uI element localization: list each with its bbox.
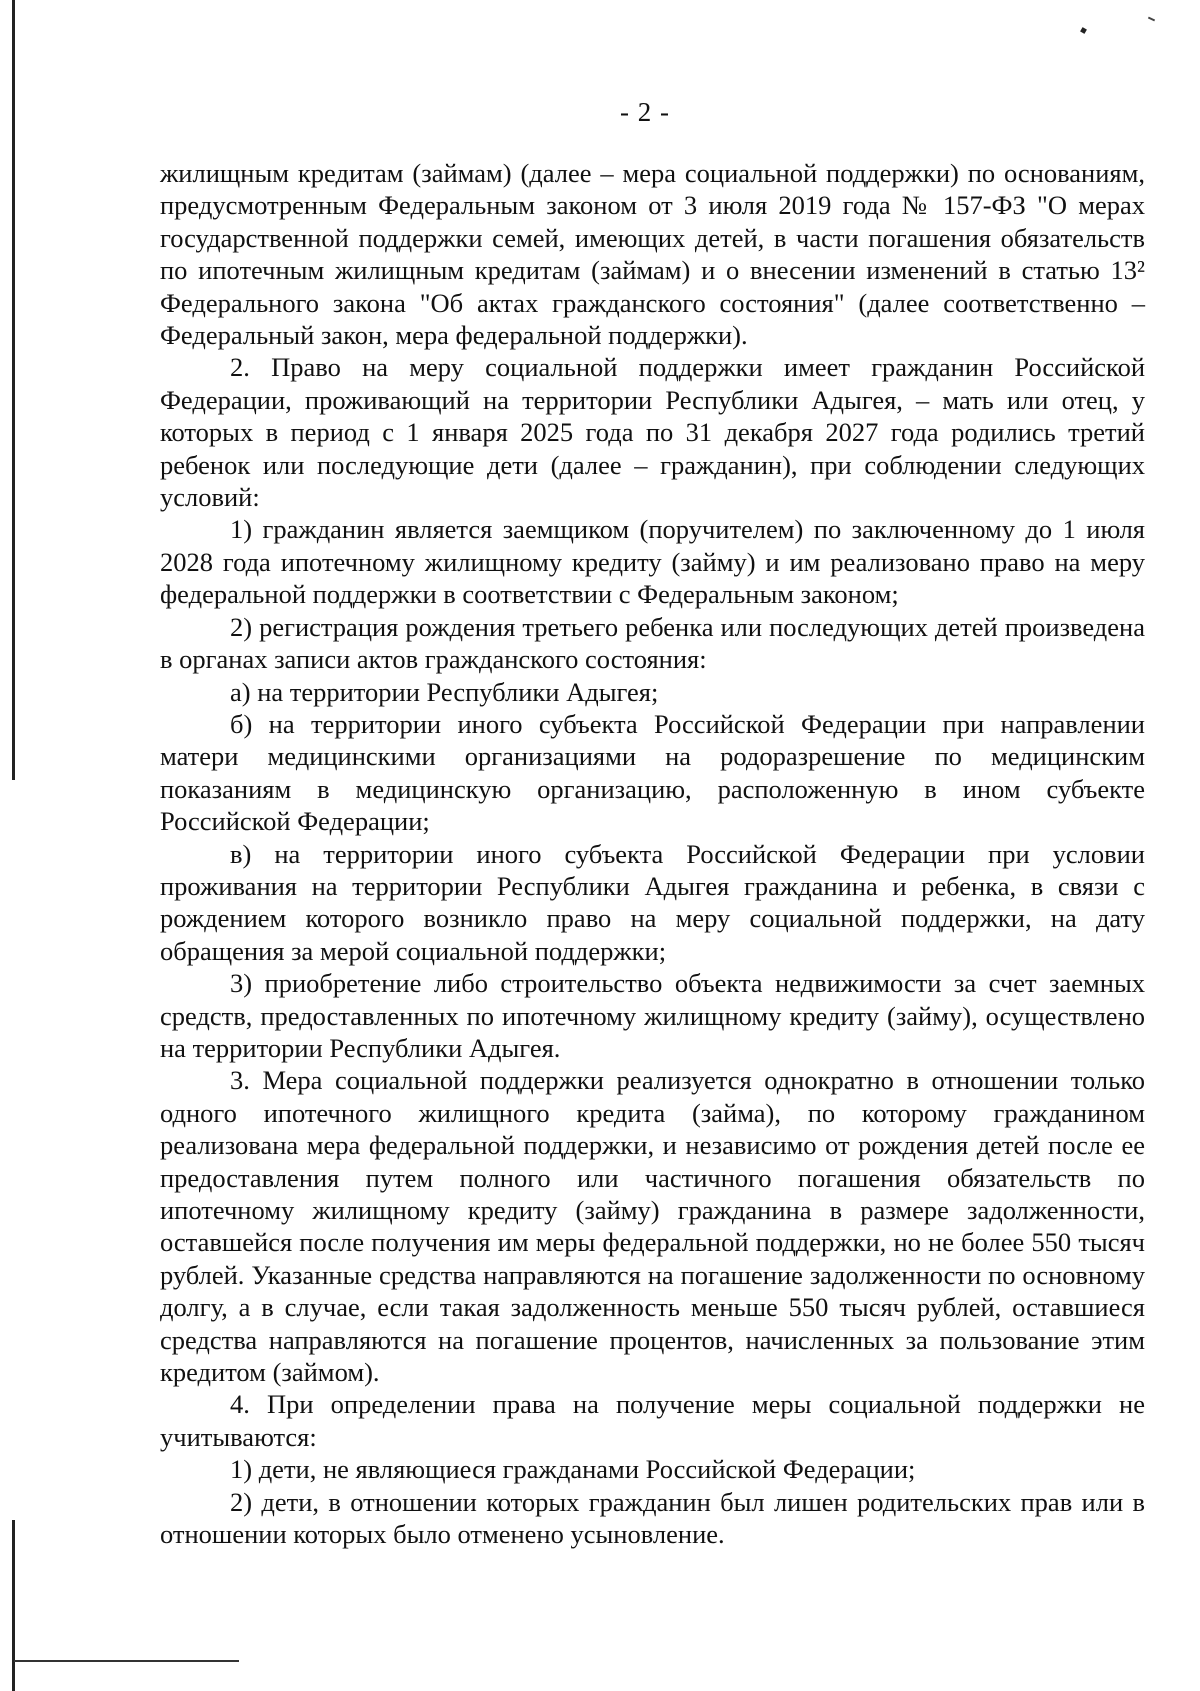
- paragraph: 2. Право на меру социальной поддержки имеет гражданин Российской Федерации, проживающий на территории Республики Адыгея, – мать или отец, у которых в период с 1 января 2025 года по 31 декабря 2027 года родились третий ребенок или последующие дети (далее – гражданин), при соблюдении следующих условий:: [160, 352, 1145, 513]
- paragraph: 4. При определении права на получение меры социальной поддержки не учитываются:: [160, 1389, 1145, 1452]
- paragraph: а) на территории Республики Адыгея;: [230, 676, 659, 707]
- paragraph: 1) дети, не являющиеся гражданами Российской Федерации;: [230, 1454, 916, 1485]
- paragraph: 2) регистрация рождения третьего ребенка или последующих детей произведена в органах записи актов гражданского состояния:: [160, 611, 1145, 675]
- page-number: - 2 -: [620, 97, 670, 127]
- scan-speck: [1080, 27, 1087, 34]
- scan-edge-line-lower: [12, 1520, 15, 1691]
- paragraph: 1) гражданин является заемщиком (поручителем) по заключенному до 1 июля 2028 года ипотечному жилищному кредиту (займу) и им реализовано право на меру федеральной поддержки в соответствии с Федеральным законом;: [160, 514, 1145, 610]
- paragraph: 2) дети, в отношении которых гражданин был лишен родительских прав или в отношении которых было отменено усыновление.: [160, 1486, 1145, 1550]
- paragraph: 3. Мера социальной поддержки реализуется однократно в отношении только одного ипотечного жилищного кредита (займа), по которому гражданином реализована мера федеральной поддержки, и независимо от рождения детей после ее предоставления путем полного или частичного погашения обязательств по ипотечному жилищному кредиту (займу) гражданина в размере задолженности, оставшейся после получения им меры федеральной поддержки, но не более 550 тысяч рублей. Указанные средства направляются на погашение задолженности по основному долгу, а в случае, если такая задолженность меньше 550 тысяч рублей, оставшиеся средства направляются на погашение процентов, начисленных за пользование этим кредитом (займом).: [160, 1065, 1145, 1388]
- paragraph: в) на территории иного субъекта Российской Федерации при условии проживания на территории Республики Адыгея гражданина и ребенка, в связи с рождением которого возникло право на меру социальной поддержки, на дату обращения за мерой социальной поддержки;: [160, 838, 1145, 966]
- paragraph: 3) приобретение либо строительство объекта недвижимости за счет заемных средств, предоставленных по ипотечному жилищному кредиту (займу), осуществлено на территории Республики Адыгея.: [160, 968, 1145, 1063]
- paragraph: жилищным кредитам (займам) (далее – мера социальной поддержки) по основаниям, предусмотренным Федеральным законом от 3 июля 2019 года № 157-ФЗ "О мерах государственной поддержки семей, имеющих детей, в части погашения обязательств по ипотечным жилищным кредитам (займам) и о внесении изменений в статью 13² Федерального закона "Об актах гражданского состояния" (далее соответственно – Федеральный закон, мера федеральной поддержки).: [160, 158, 1145, 351]
- scan-speck: [1148, 17, 1155, 22]
- footnote-separator: [14, 1660, 239, 1662]
- paragraph: б) на территории иного субъекта Российской Федерации при направлении матери медицинскими организациями на родоразрешение по медицинским показаниям в медицинскую организацию, расположенную в ином субъекте Российской Федерации;: [160, 708, 1145, 837]
- document-body: [160, 157, 1145, 1550]
